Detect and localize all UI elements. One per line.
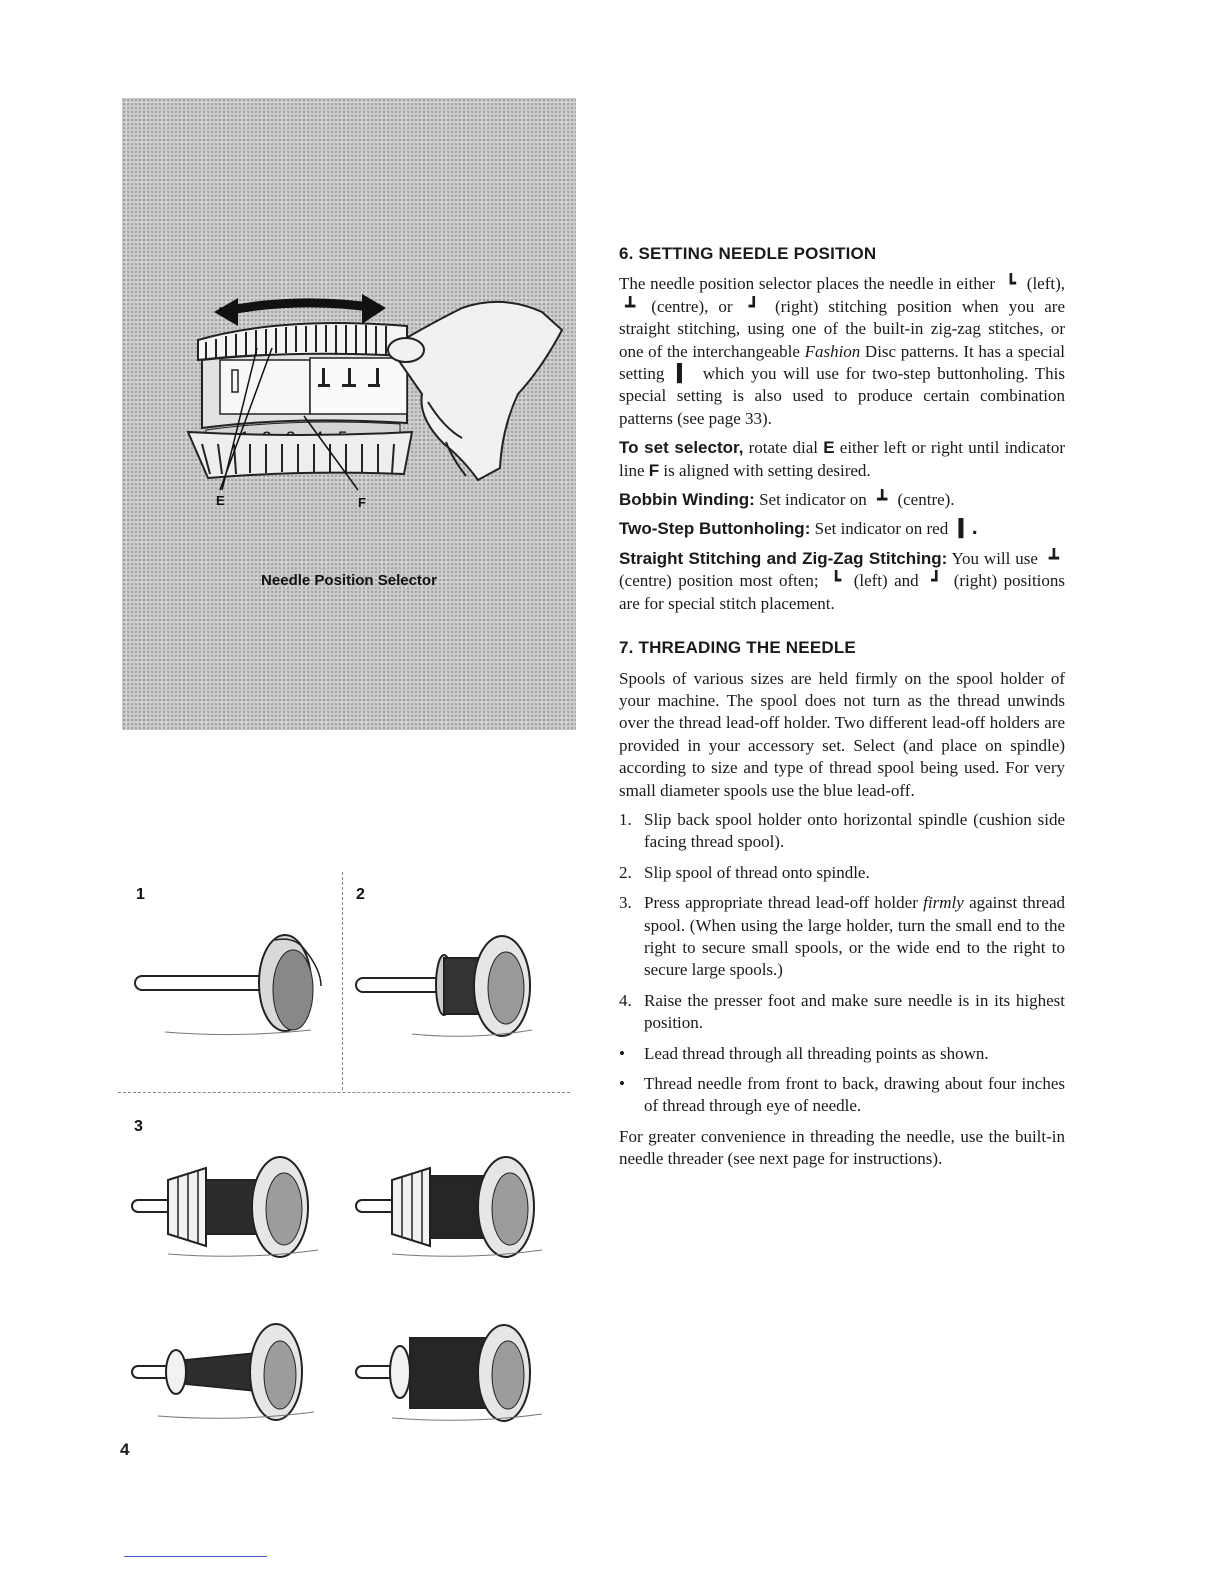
large-lead-off-holder-small-spool-icon <box>128 1150 338 1270</box>
step-number: 2. <box>619 862 632 882</box>
indicator-f-ref: F <box>648 460 660 480</box>
figure-label-1: 1 <box>136 886 145 903</box>
figure-divider-horizontal <box>118 1092 570 1093</box>
section-setting-needle-position <box>619 243 1065 615</box>
lead-text: Two-Step Buttonholing: <box>619 519 811 539</box>
text-column <box>619 243 1065 1178</box>
centre-position-symbol-icon: ┻ <box>876 490 888 511</box>
text: either left or right until indicator line <box>619 438 1066 480</box>
text: (centre) position most often; <box>619 571 819 591</box>
list-item <box>619 809 1065 854</box>
right-position-symbol-icon: ┛ <box>931 571 942 592</box>
text: rotate dial <box>748 438 819 458</box>
dial-lower-ring <box>188 432 412 478</box>
list-item <box>619 1043 1065 1065</box>
centre-position-symbol-icon: ┻ <box>1048 548 1059 569</box>
paragraph-two-step-buttonholing <box>619 518 1065 540</box>
figure-divider-vertical <box>342 872 343 1090</box>
text: Set indicator on <box>759 490 867 510</box>
thread-spool-on-spindle-icon <box>352 930 562 1050</box>
text: (centre). <box>897 490 955 510</box>
list-item <box>619 862 1065 884</box>
dial-e-ref: E <box>823 438 835 458</box>
text: is aligned with setting desired. <box>663 460 871 480</box>
section-heading: 7. THREADING THE NEEDLE <box>619 638 856 658</box>
text: You will use <box>951 548 1038 568</box>
lead-text: To set selector, <box>619 438 744 458</box>
buttonhole-setting-symbol-icon: ▍ <box>677 364 691 385</box>
list-item <box>619 1073 1065 1118</box>
lead-text: Bobbin Winding: <box>619 490 755 510</box>
emphasis: firmly <box>923 893 964 913</box>
step-text: Slip spool of thread onto spindle. <box>644 862 870 882</box>
page-number: 4 <box>120 1440 130 1459</box>
needle-position-selector-figure <box>122 98 576 730</box>
list-item <box>619 990 1065 1035</box>
label-f: F <box>358 495 366 510</box>
label-e: E <box>216 493 225 508</box>
lead-text: Straight Stitching and Zig-Zag Stitching: <box>619 548 948 568</box>
large-lead-off-holder-large-spool-icon <box>352 1150 562 1270</box>
bullet-icon: • <box>619 1074 625 1093</box>
text: Set indicator on red <box>814 519 949 539</box>
step-text: Raise the presser foot and make sure needle is in its highest position. <box>644 990 1065 1033</box>
section-heading: 6. SETTING NEEDLE POSITION <box>619 244 877 263</box>
step-text: Slip back spool holder onto horizontal spindle (cushion side facing thread spool). <box>644 809 1065 852</box>
text: (left), <box>1026 274 1066 294</box>
step-number: 1. <box>619 809 632 829</box>
small-lead-off-holder-large-spool-icon <box>352 1320 562 1430</box>
text: stitching position when you are straight stitching, using one of the built-in zig-zag stitches, or one of the interchangeable <box>619 296 1066 361</box>
centre-position-symbol-icon: ┻ <box>625 296 636 317</box>
paragraph-set-selector <box>619 437 1065 482</box>
text: Disc patterns. It has a special setting <box>619 341 1066 384</box>
figure-label-3: 3 <box>134 1118 143 1135</box>
rotate-arrow-icon <box>214 294 386 326</box>
hand-drawing <box>388 302 562 480</box>
bullet-text: Lead thread through all threading points as shown. <box>644 1043 989 1063</box>
text: which you will use for two-step buttonholing. This special setting is also used to produce certain combination patterns (see page 33). <box>619 364 1065 428</box>
footer-rule <box>124 1556 267 1557</box>
text: (centre), or <box>651 296 733 316</box>
spool-holder-icon <box>125 930 325 1050</box>
text: (left) and <box>853 571 919 591</box>
paragraph-bobbin-winding <box>619 489 1065 511</box>
text: (right) <box>774 296 819 316</box>
bullet-icon: • <box>619 1043 625 1063</box>
section-threading-the-needle <box>619 637 1065 1171</box>
step-number: 4. <box>619 990 632 1010</box>
buttonhole-setting-symbol-icon: ▍. <box>958 519 979 540</box>
left-position-symbol-icon: ┗ <box>1005 274 1017 295</box>
threading-steps <box>619 809 1065 1035</box>
paragraph-outro: For greater convenience in threading the needle, use the built-in needle threader (see next page for instructions). <box>619 1126 1065 1169</box>
figure-caption: Needle Position Selector <box>261 572 437 589</box>
threading-bullets <box>619 1043 1065 1118</box>
dial-illustration <box>122 98 576 730</box>
list-item <box>619 892 1065 982</box>
paragraph-intro: Spools of various sizes are held firmly on the spool holder of your machine. The spool does not turn as the thread unwinds over the thread lead-off holder. Two different lead-off holders are provided in your accessory set. Select (and place on spindle) according to size and type of thread spool being used. For very small diameter spools use the blue lead-off. <box>619 668 1065 800</box>
text: (right) positions are for special stitch placement. <box>619 571 1066 613</box>
step-text: against thread spool. (When using the large holder, turn the small end to the right to secure small spools, or the wide end to the right to secure large spools.) <box>644 893 1065 980</box>
paragraph-straight-zigzag <box>619 548 1065 615</box>
figure-label-2: 2 <box>356 886 365 903</box>
step-number: 3. <box>619 893 632 913</box>
bullet-text: Thread needle from front to back, drawing about four inches of thread through eye of needle. <box>644 1074 1065 1116</box>
fashion-disc-name: Fashion <box>804 341 861 361</box>
text: The needle position selector places the needle in either <box>619 274 995 294</box>
paragraph-needle-position <box>619 273 1065 430</box>
left-position-symbol-icon: ┗ <box>831 571 842 592</box>
small-lead-off-holder-small-spool-icon <box>128 1320 338 1430</box>
step-text: Press appropriate thread lead-off holder <box>644 893 918 913</box>
right-position-symbol-icon: ┛ <box>748 296 759 317</box>
